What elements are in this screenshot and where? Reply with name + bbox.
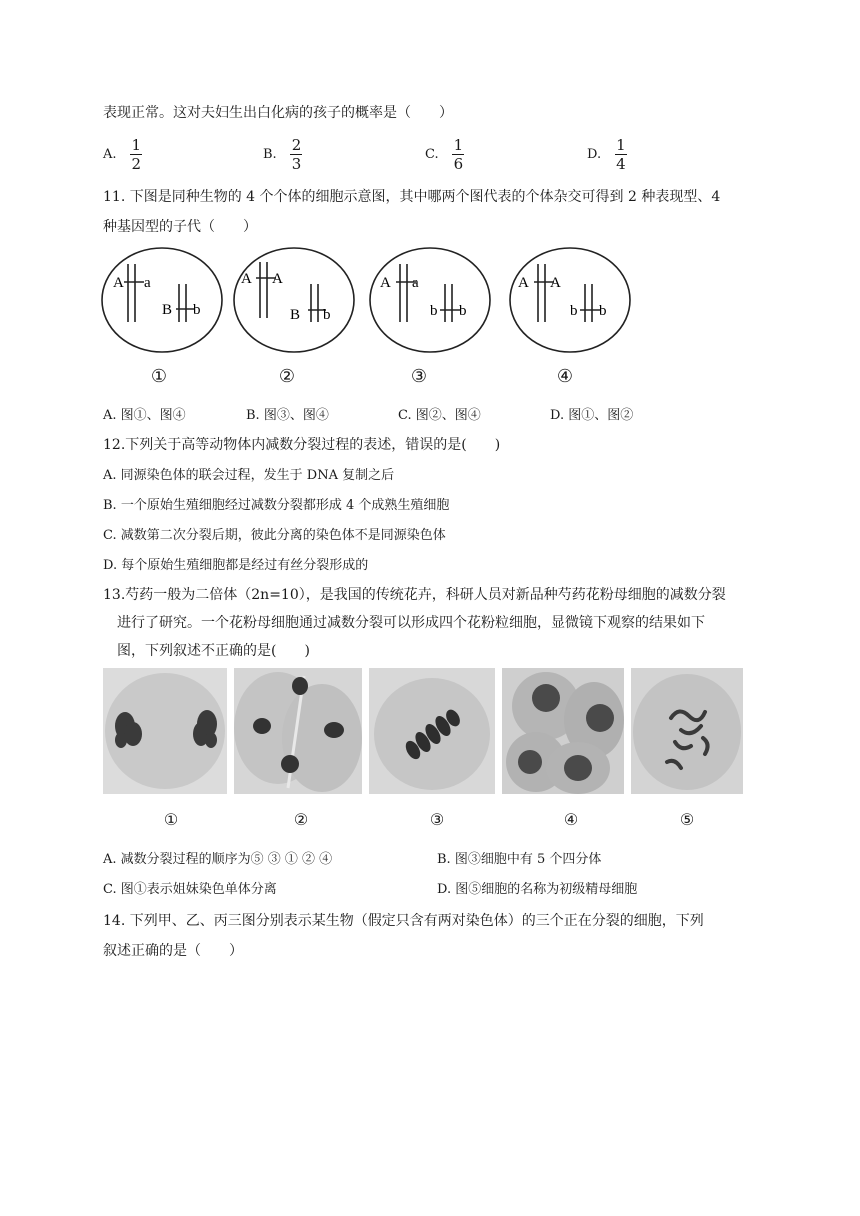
micrograph-label-3: ③ <box>429 810 445 829</box>
fraction <box>289 136 305 173</box>
q13-stem-line3: 图，下列叙述不正确的是( ) <box>117 643 310 659</box>
cell-diagram-2 <box>232 246 356 354</box>
numerator: 1 <box>131 135 142 154</box>
denominator: 3 <box>291 154 302 173</box>
cell-label-3: ③ <box>410 366 428 387</box>
micrograph-3 <box>369 668 495 794</box>
cell-diagram-1 <box>100 246 224 354</box>
numerator: 1 <box>453 135 464 154</box>
q12-option-a[interactable]: A. 同源染色体的联会过程，发生于 DNA 复制之后 <box>103 468 395 483</box>
denominator: 6 <box>453 154 464 173</box>
fraction <box>129 136 145 173</box>
micrograph-5 <box>631 668 743 794</box>
allele-label: b <box>599 303 607 319</box>
option-label: D. <box>587 146 602 162</box>
allele-label: b <box>459 303 467 319</box>
allele-label: A <box>113 275 124 291</box>
q11-option-d[interactable]: D. 图①、图② <box>550 408 634 423</box>
q11-option-c[interactable]: C. 图②、图④ <box>398 408 481 423</box>
cell-label-1: ① <box>150 366 168 387</box>
allele-label: B <box>162 302 173 318</box>
micrograph-4 <box>502 668 624 794</box>
cell-diagram-4 <box>508 246 632 354</box>
denominator: 4 <box>616 154 626 173</box>
q11-option-b[interactable]: B. 图③、图④ <box>246 408 329 423</box>
fraction <box>613 136 629 173</box>
allele-label: B <box>290 307 301 323</box>
q14-stem-line2: 叙述正确的是（ ） <box>103 943 243 959</box>
q13-option-d[interactable]: D. 图⑤细胞的名称为初级精母细胞 <box>437 882 638 897</box>
cell-label-4: ④ <box>556 366 574 387</box>
q10-option-a[interactable] <box>103 132 144 176</box>
option-label: A. <box>103 146 117 162</box>
micrograph-2 <box>234 668 362 794</box>
q10-stem: 表现正常。这对夫妇生出白化病的孩子的概率是（ ） <box>103 105 453 121</box>
numerator: 1 <box>616 135 626 154</box>
q11-stem-line2: 种基因型的子代（ ） <box>103 219 257 235</box>
denominator: 2 <box>131 154 142 173</box>
allele-label: b <box>570 303 578 319</box>
numerator: 2 <box>291 135 302 154</box>
allele-label: b <box>323 307 331 323</box>
allele-label: A <box>380 275 391 291</box>
q10-option-d[interactable] <box>587 132 629 176</box>
q12-option-b[interactable]: B. 一个原始生殖细胞经过减数分裂都形成 4 个成熟生殖细胞 <box>103 498 450 513</box>
allele-label: b <box>193 302 201 318</box>
q12-option-c[interactable]: C. 减数第二次分裂后期，彼此分离的染色体不是同源染色体 <box>103 528 446 543</box>
q10-option-c[interactable] <box>425 132 466 176</box>
q12-stem: 12.下列关于高等动物体内减数分裂过程的表述，错误的是( ) <box>103 437 501 453</box>
q13-option-b[interactable]: B. 图③细胞中有 5 个四分体 <box>437 852 602 867</box>
allele-label: a <box>412 275 419 291</box>
fraction <box>451 136 467 173</box>
micrograph-label-1: ① <box>163 810 179 829</box>
q12-option-d[interactable]: D. 每个原始生殖细胞都是经过有丝分裂形成的 <box>103 558 369 573</box>
allele-label: A <box>518 275 529 291</box>
q10-option-b[interactable] <box>263 132 304 176</box>
allele-label: A <box>550 275 561 291</box>
micrograph-label-2: ② <box>293 810 309 829</box>
q10-options <box>103 132 763 176</box>
q13-stem-line2: 进行了研究。一个花粉母细胞通过减数分裂可以形成四个花粉粒细胞，显微镜下观察的结果如下 <box>117 615 705 631</box>
allele-label: a <box>144 275 151 291</box>
q11-option-a[interactable]: A. 图①、图④ <box>103 408 186 423</box>
micrograph-label-4: ④ <box>563 810 579 829</box>
allele-label: A <box>272 271 283 287</box>
q11-cell-diagrams <box>100 246 660 386</box>
q13-stem-line1: 13.芍药一般为二倍体（2n=10），是我国的传统花卉，科研人员对新品种芍药花粉母细胞的减数分裂 <box>103 587 726 603</box>
micrograph-1 <box>103 668 227 794</box>
q11-stem-line1: 11. 下图是同种生物的 4 个个体的细胞示意图，其中哪两个图代表的个体杂交可得到 2 种表现型、4 <box>103 189 721 205</box>
q13-option-c[interactable]: C. 图①表示姐妹染色单体分离 <box>103 882 277 897</box>
q13-option-a[interactable]: A. 减数分裂过程的顺序为⑤ ③ ① ② ④ <box>103 852 333 867</box>
cell-diagram-3 <box>368 246 492 354</box>
q14-stem-line1: 14. 下列甲、乙、丙三图分别表示某生物（假定只含有两对染色体）的三个正在分裂的细胞，下列 <box>103 913 704 929</box>
cell-label-2: ② <box>278 366 296 387</box>
micrograph-label-5: ⑤ <box>679 810 695 829</box>
option-label: B. <box>263 146 277 162</box>
option-label: C. <box>425 146 439 162</box>
allele-label: b <box>430 303 438 319</box>
allele-label: A <box>241 271 252 287</box>
